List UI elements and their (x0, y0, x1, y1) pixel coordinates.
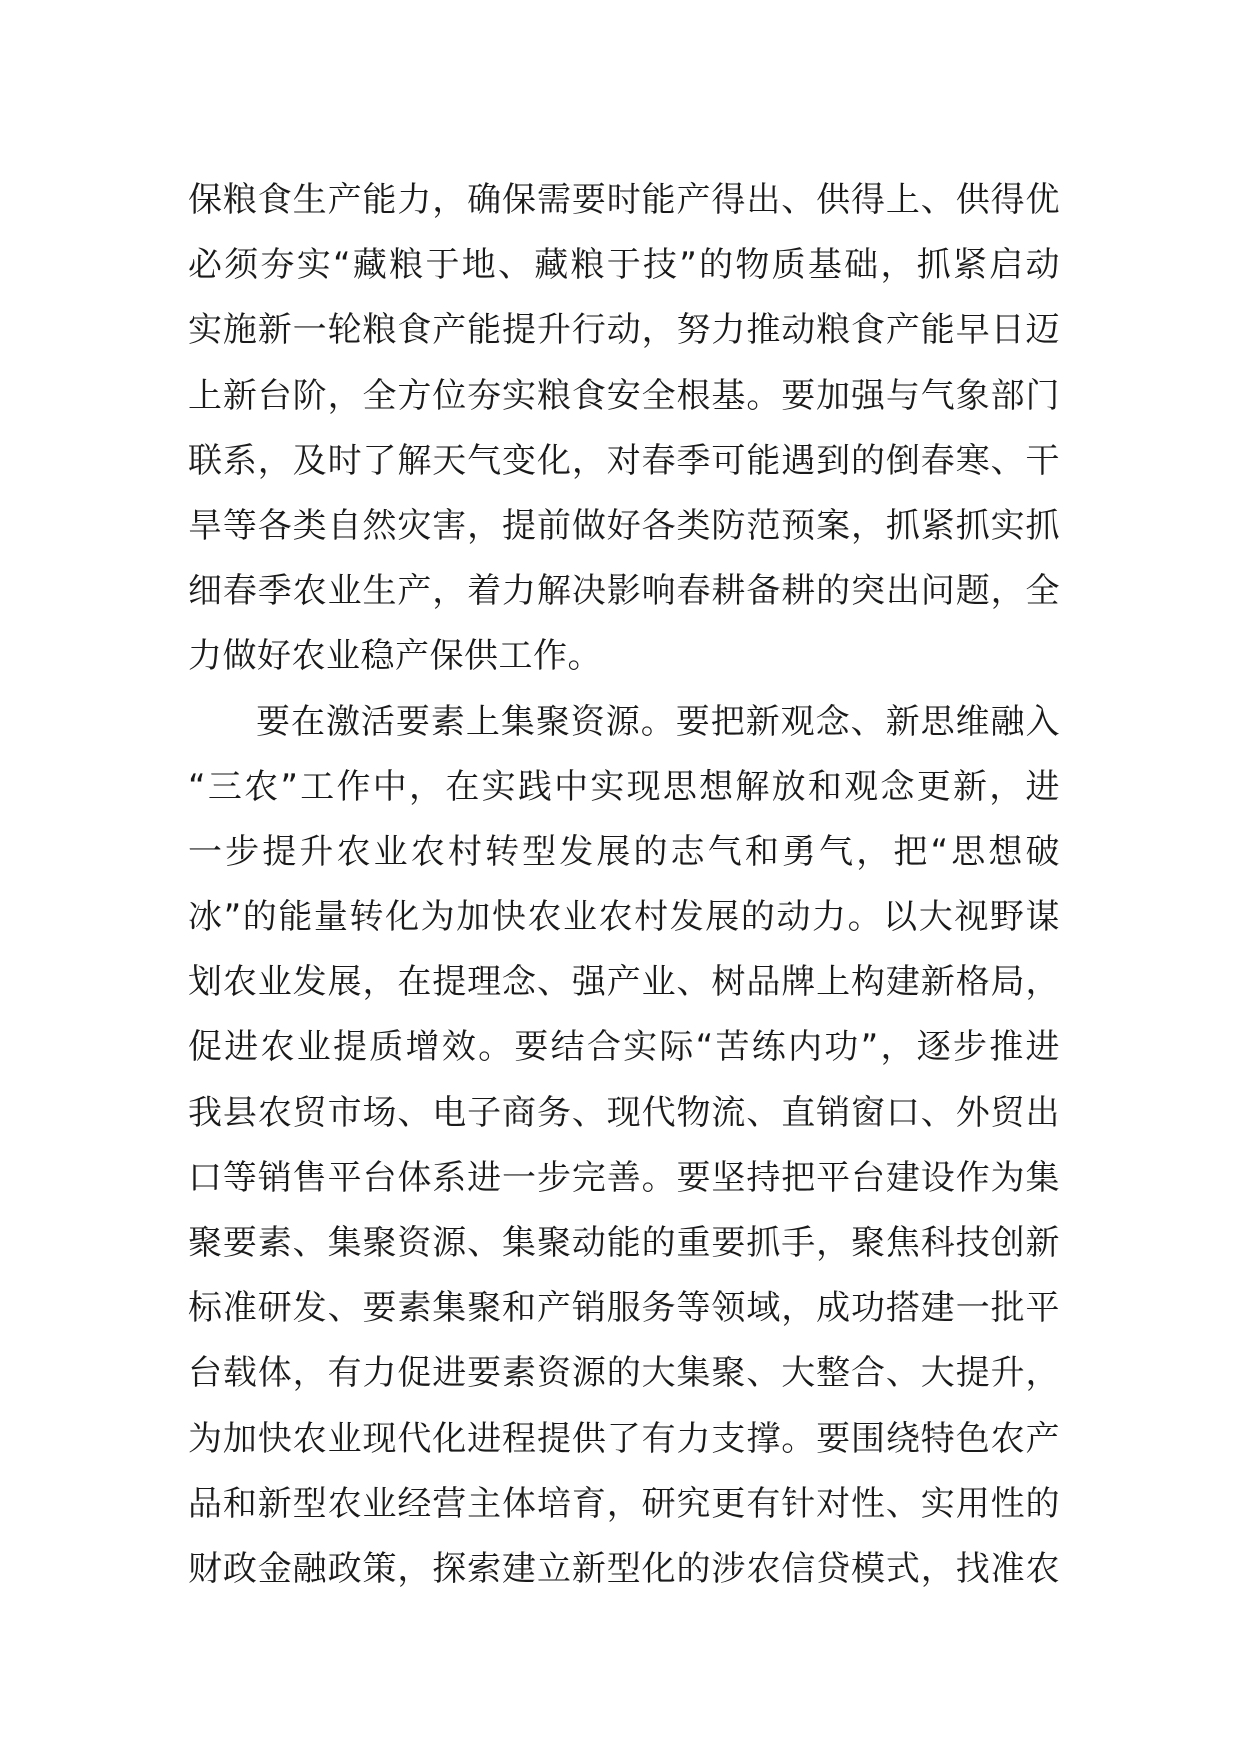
text-line: 联系，及时了解天气变化，对春季可能遇到的倒春寒、干 (188, 440, 1060, 481)
text-line: 为加快农业现代化进程提供了有力支撑。要围绕特色农产 (188, 1418, 1060, 1459)
text-line: “三农”工作中，在实践中实现思想解放和观念更新，进 (188, 766, 1060, 807)
text-line: 促进农业提质增效。要结合实际“苦练内功”，逐步推进 (188, 1027, 1060, 1068)
text-line: 细春季农业生产，着力解决影响春耕备耕的突出问题，全 (188, 571, 1060, 612)
text-line: 划农业发展，在提理念、强产业、树品牌上构建新格局， (188, 962, 1060, 1003)
text-line: 台载体，有力促进要素资源的大集聚、大整合、大提升， (188, 1353, 1060, 1394)
text-line: 聚要素、集聚资源、集聚动能的重要抓手，聚焦科技创新 (188, 1223, 1060, 1263)
text-line: 一步提升农业农村转型发展的志气和勇气，把“思想破 (188, 831, 1060, 872)
text-line: 品和新型农业经营主体培育，研究更有针对性、实用性的 (188, 1483, 1060, 1524)
body-text (188, 168, 1060, 1602)
text-line: 冰”的能量转化为加快农业农村发展的动力。以大视野谋 (188, 897, 1060, 938)
text-line: 必须夯实“藏粮于地、藏粮于技”的物质基础，抓紧启动 (188, 245, 1060, 286)
text-line: 财政金融政策，探索建立新型化的涉农信贷模式，找准农 (188, 1548, 1060, 1589)
text-line: 力做好农业稳产保供工作。 (188, 636, 602, 677)
paragraph-start-line: 要在激活要素上集聚资源。要把新观念、新思维融入 (256, 701, 1060, 742)
text-line: 标准研发、要素集聚和产销服务等领域，成功搭建一批平 (188, 1288, 1060, 1329)
text-line: 我县农贸市场、电子商务、现代物流、直销窗口、外贸出 (188, 1092, 1060, 1133)
text-line: 旱等各类自然灾害，提前做好各类防范预案，抓紧抓实抓 (188, 505, 1060, 546)
text-line: 实施新一轮粮食产能提升行动，努力推动粮食产能早日迈 (188, 310, 1060, 351)
text-line: 上新台阶，全方位夯实粮食安全根基。要加强与气象部门 (188, 375, 1060, 416)
text-line: 口等销售平台体系进一步完善。要坚持把平台建设作为集 (188, 1157, 1060, 1198)
text-line: 保粮食生产能力，确保需要时能产得出、供得上、供得优 (188, 180, 1060, 220)
